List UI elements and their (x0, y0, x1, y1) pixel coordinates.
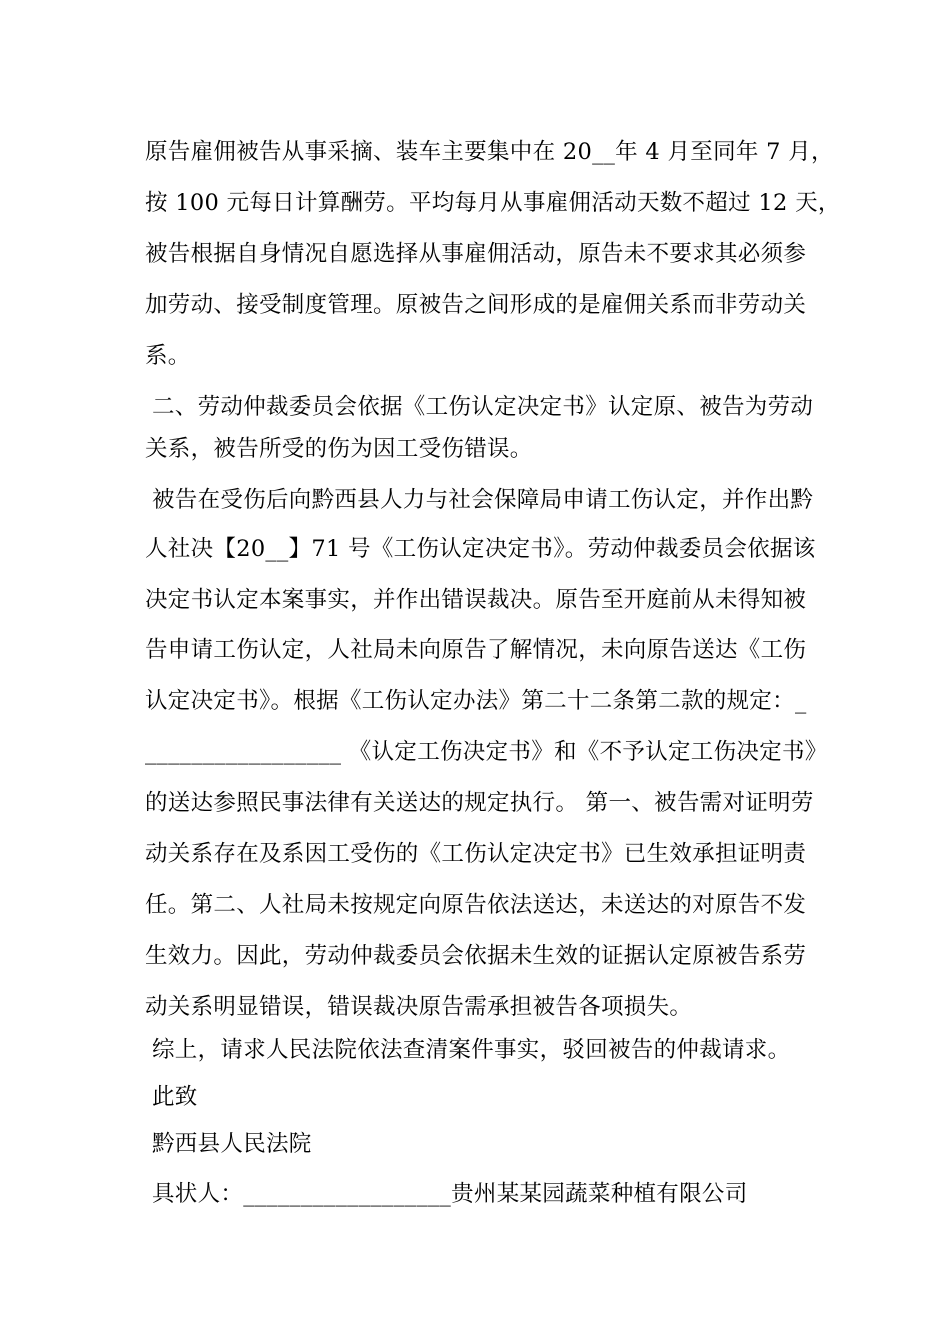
signature-line: 具状人：__________________贵州某某园蔬菜种植有限公司 (152, 1181, 748, 1207)
paragraph-line: 认定决定书》。根据《工伤认定办法》第二十二条第二款的规定：_ (145, 688, 807, 714)
paragraph-line: 被告根据自身情况自愿选择从事雇佣活动，原告未不要求其必须参 (145, 241, 807, 267)
paragraph-line: 按 100 元每日计算酬劳。平均每月从事雇佣活动天数不超过 12 天， (145, 190, 841, 216)
paragraph-line: 人社决【20__】71 号《工伤认定决定书》。劳动仲裁委员会依据该 (145, 536, 816, 562)
paragraph-line: 动关系存在及系因工受伤的《工伤认定决定书》已生效承担证明责 (145, 841, 807, 867)
paragraph-line: 任。第二、人社局未按规定向原告依法送达，未送达的对原告不发 (145, 892, 807, 918)
salutation-line: 此致 (152, 1084, 198, 1110)
paragraph-line: 系。 (145, 343, 191, 369)
paragraph-line: 动关系明显错误，错误裁决原告需承担被告各项损失。 (145, 994, 693, 1020)
paragraph-line: 加劳动、接受制度管理。原被告之间形成的是雇佣关系而非劳动关 (145, 292, 807, 318)
paragraph-line: 告申请工伤认定，人社局未向原告了解情况，未向原告送达《工伤 (145, 637, 807, 663)
paragraph-line: 被告在受伤后向黔西县人力与社会保障局申请工伤认定，并作出黔 (152, 487, 814, 513)
paragraph-line: 决定书认定本案事实，并作出错误裁决。原告至开庭前从未得知被 (145, 587, 807, 613)
paragraph-line: _________________ 《认定工伤决定书》和《不予认定工伤决定书》 (145, 739, 828, 765)
paragraph-line: 原告雇佣被告从事采摘、装车主要集中在 20__年 4 月至同年 7 月， (145, 139, 834, 165)
paragraph-line: 生效力。因此，劳动仲裁委员会依据未生效的证据认定原被告系劳 (145, 943, 807, 969)
section-heading-line: 关系，被告所受的伤为因工受伤错误。 (145, 436, 533, 462)
paragraph-line: 的送达参照民事法律有关送达的规定执行。 第一、被告需对证明劳 (145, 790, 814, 816)
conclusion-line: 综上，请求人民法院依法查清案件事实，驳回被告的仲裁请求。 (152, 1037, 791, 1063)
section-heading-line: 二、劳动仲裁委员会依据《工伤认定决定书》认定原、被告为劳动 (152, 394, 814, 420)
court-name-line: 黔西县人民法院 (152, 1131, 312, 1157)
